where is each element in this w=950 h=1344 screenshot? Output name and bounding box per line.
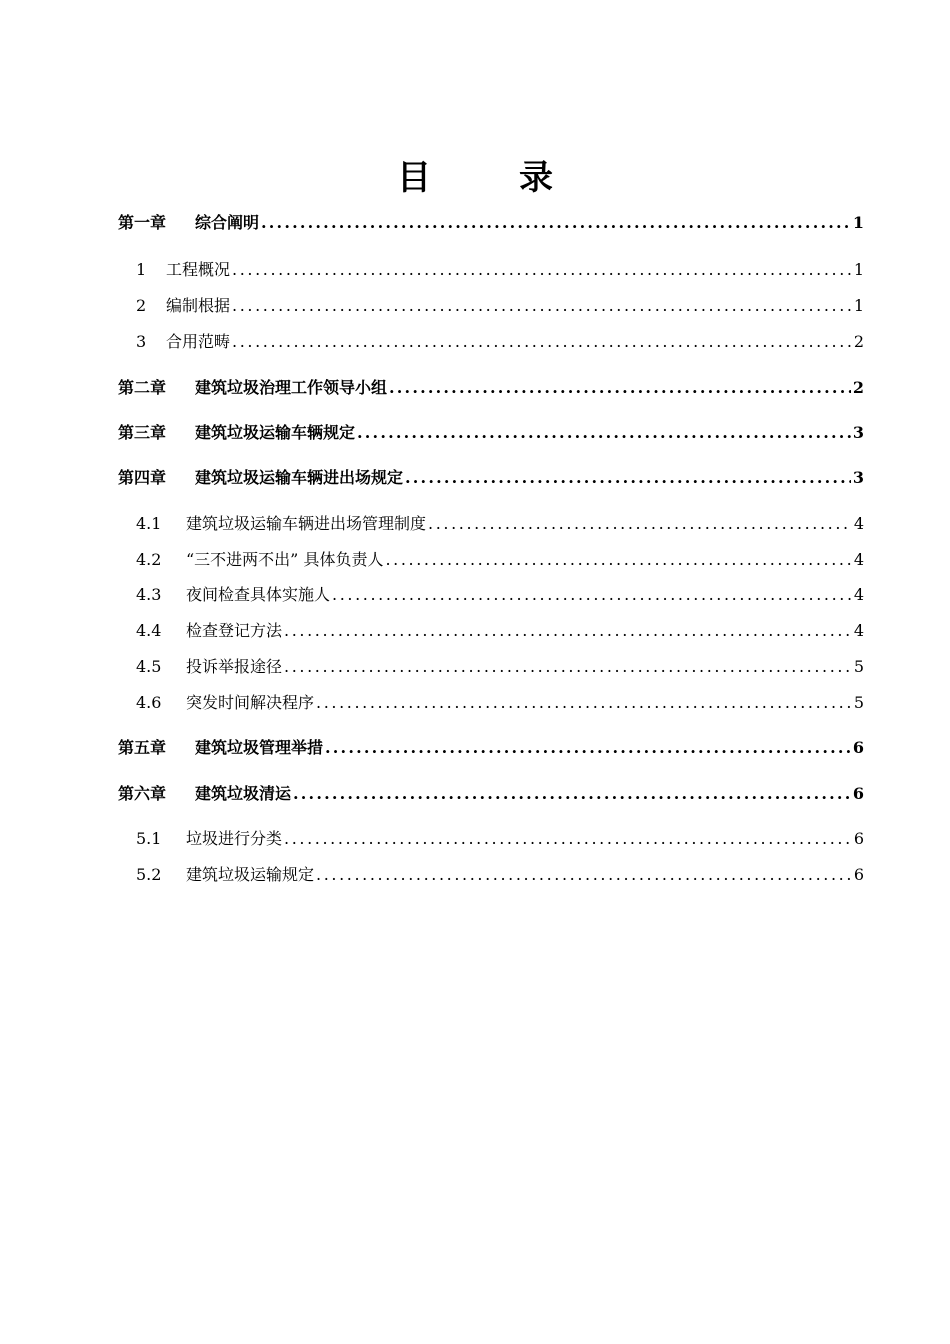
- toc-entry-page: 5: [853, 657, 864, 676]
- toc-entry[interactable]: [118, 420, 864, 446]
- toc-entry-number: 5.1: [136, 829, 162, 848]
- dot-leader: [232, 296, 852, 315]
- toc-title-char-2: 录: [519, 158, 553, 198]
- toc-entry-number: 2: [136, 296, 147, 315]
- toc-entry-number: 4.2: [136, 550, 162, 569]
- toc-entry[interactable]: [118, 582, 864, 608]
- toc-entry-number: 4.1: [136, 514, 162, 533]
- toc-entry-page: 1: [852, 213, 864, 232]
- toc-entry-text: “三不进两不出” 具体负责人: [186, 550, 384, 569]
- toc-entry-number: 第四章: [118, 468, 167, 487]
- toc-title: [0, 150, 950, 206]
- toc-entry-page: 1: [853, 260, 864, 279]
- dot-leader: [428, 514, 852, 533]
- toc-entry-number: 第二章: [118, 378, 167, 397]
- toc-entry-text: 夜间检查具体实施人: [186, 585, 331, 604]
- toc-entry-number: 3: [136, 332, 147, 351]
- toc-entry-number: 5.2: [136, 865, 162, 884]
- toc-entry-page: 2: [852, 378, 864, 397]
- toc-entry-number: 4.4: [136, 621, 162, 640]
- toc-entry-text: 投诉举报途径: [186, 657, 283, 676]
- toc-entry[interactable]: [118, 781, 864, 807]
- toc-entry-number: 第五章: [118, 738, 167, 757]
- toc-entry[interactable]: [118, 862, 864, 888]
- dot-leader: [293, 784, 851, 803]
- dot-leader: [332, 585, 852, 604]
- toc-entry-page: 6: [853, 829, 864, 848]
- toc-entry-number: 第三章: [118, 423, 167, 442]
- toc-entry-page: 1: [853, 296, 864, 315]
- toc-entry-text: 建筑垃圾管理举措: [195, 738, 324, 757]
- dot-leader: [405, 468, 851, 487]
- toc-entry-number: 4.3: [136, 585, 162, 604]
- toc-entry-number: 4.5: [136, 657, 162, 676]
- toc-entry-text: 工程概况: [166, 260, 231, 279]
- toc-entry-page: 5: [853, 693, 864, 712]
- toc-entry[interactable]: [118, 618, 864, 644]
- toc-entry-text: 建筑垃圾运输车辆规定: [195, 423, 356, 442]
- toc-entry-number: 1: [136, 260, 147, 279]
- toc-entry[interactable]: [118, 257, 864, 283]
- dot-leader: [316, 693, 852, 712]
- toc-entry[interactable]: [118, 654, 864, 680]
- toc-entry[interactable]: [118, 375, 864, 401]
- toc-entry-text: 检查登记方法: [186, 621, 283, 640]
- toc-entry-page: 6: [852, 738, 864, 757]
- toc-entry-number: 第一章: [118, 213, 167, 232]
- dot-leader: [284, 829, 852, 848]
- toc-entry-number: 4.6: [136, 693, 162, 712]
- toc-entry[interactable]: [118, 465, 864, 491]
- toc-entry-page: 4: [853, 514, 864, 533]
- toc-entry[interactable]: [118, 511, 864, 537]
- dot-leader: [325, 738, 851, 757]
- toc-entry-page: 4: [853, 550, 864, 569]
- dot-leader: [389, 378, 851, 397]
- toc-entry-text: 合用范畴: [166, 332, 231, 351]
- toc-entry-page: 3: [852, 423, 864, 442]
- toc-entry-text: 建筑垃圾运输车辆进出场规定: [195, 468, 404, 487]
- toc-entry-page: 6: [853, 865, 864, 884]
- dot-leader: [284, 621, 852, 640]
- dot-leader: [232, 260, 852, 279]
- toc-entry-page: 2: [853, 332, 864, 351]
- toc-entry-text: 突发时间解决程序: [186, 693, 315, 712]
- dot-leader: [232, 332, 852, 351]
- toc-entry[interactable]: [118, 826, 864, 852]
- dot-leader: [385, 550, 851, 569]
- toc-entry-page: 6: [852, 784, 864, 803]
- toc-entry-text: 综合阐明: [195, 213, 260, 232]
- toc-entry-page: 4: [853, 585, 864, 604]
- toc-entry-page: 3: [852, 468, 864, 487]
- toc-entry-text: 垃圾进行分类: [186, 829, 283, 848]
- toc-entry[interactable]: [118, 329, 864, 355]
- toc-entry[interactable]: [118, 690, 864, 716]
- toc-title-char-1: 目: [397, 158, 431, 198]
- toc-entry-text: 建筑垃圾清运: [195, 784, 292, 803]
- toc-entry-number: 第六章: [118, 784, 167, 803]
- toc-entry[interactable]: [118, 210, 864, 236]
- toc-entry[interactable]: [118, 735, 864, 761]
- dot-leader: [316, 865, 852, 884]
- toc-entry-text: 编制根据: [166, 296, 231, 315]
- toc-entry-text: 建筑垃圾治理工作领导小组: [195, 378, 388, 397]
- dot-leader: [261, 213, 851, 232]
- toc-entry[interactable]: [118, 547, 864, 573]
- toc-entry-text: 建筑垃圾运输规定: [186, 865, 315, 884]
- toc-entry-text: 建筑垃圾运输车辆进出场管理制度: [186, 514, 427, 533]
- toc-entry[interactable]: [118, 293, 864, 319]
- dot-leader: [284, 657, 852, 676]
- toc-entry-page: 4: [853, 621, 864, 640]
- dot-leader: [357, 423, 851, 442]
